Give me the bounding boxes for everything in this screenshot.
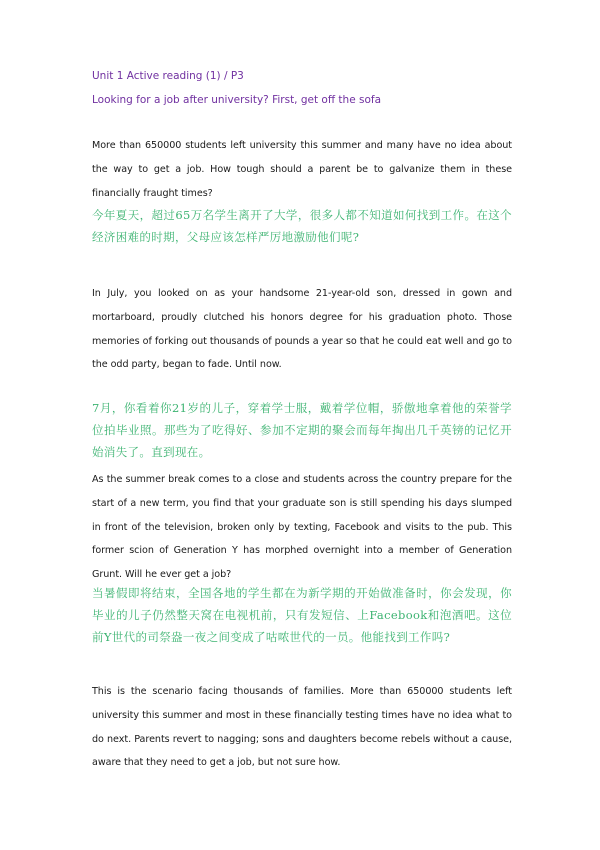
english-paragraph-2: In July, you looked on as your handsome 21-year-old son, dressed in gown and mortarboard, proudly clutched his honors degree for his graduation photo. Those memories of forking out thousands of pounds a year so that he could eat well and go to the odd party, began to fade. Until now. <box>92 288 512 371</box>
english-paragraph-4: This is the scenario facing thousands of families. More than 650000 students left university this summer and most in these financially testing times have no idea what to do next. Parents revert to nagging; sons and daughters become rebels without a cause, aware that they need to get a job, but not sure how. <box>92 686 512 769</box>
chinese-paragraph-2: 7月，你看着你21岁的儿子，穿着学士服，戴着学位帽，骄傲地拿着他的荣誉学位拍毕业照。那些为了吃得好、参加不定期的聚会而每年掏出几千英镑的记忆开始消失了。直到现在。 <box>92 401 512 459</box>
english-paragraph-3: As the summer break comes to a close and students across the country prepare for the start of a new term, you find that your graduate son is still spending his days slumped in front of the television, broken only by texting, Facebook and visits to the pub. This former scion of Generation Y has morphed overnight into a member of Generation Grunt. Will he ever get a job? <box>92 474 512 581</box>
article-title: Looking for a job after university? First, get off the sofa <box>92 94 382 106</box>
unit-heading: Unit 1 Active reading (1) / P3 <box>92 70 244 82</box>
chinese-paragraph-1: 今年夏天，超过65万名学生离开了大学，很多人都不知道如何找到工作。在这个经济困难的时期，父母应该怎样严厉地激励他们呢? <box>92 208 512 244</box>
english-paragraph-1: More than 650000 students left university this summer and many have no idea about the way to get a job. How tough should a parent be to galvanize them in these financially fraught times? <box>92 140 512 199</box>
chinese-paragraph-3: 当暑假即将结束，全国各地的学生都在为新学期的开始做准备时，你会发现，你毕业的儿子仍然整天窝在电视机前，只有发短信、上Facebook和泡酒吧。这位前Y世代的司祭盎一夜之间变成了咕哝世代的一员。他能找到工作吗? <box>92 586 512 644</box>
